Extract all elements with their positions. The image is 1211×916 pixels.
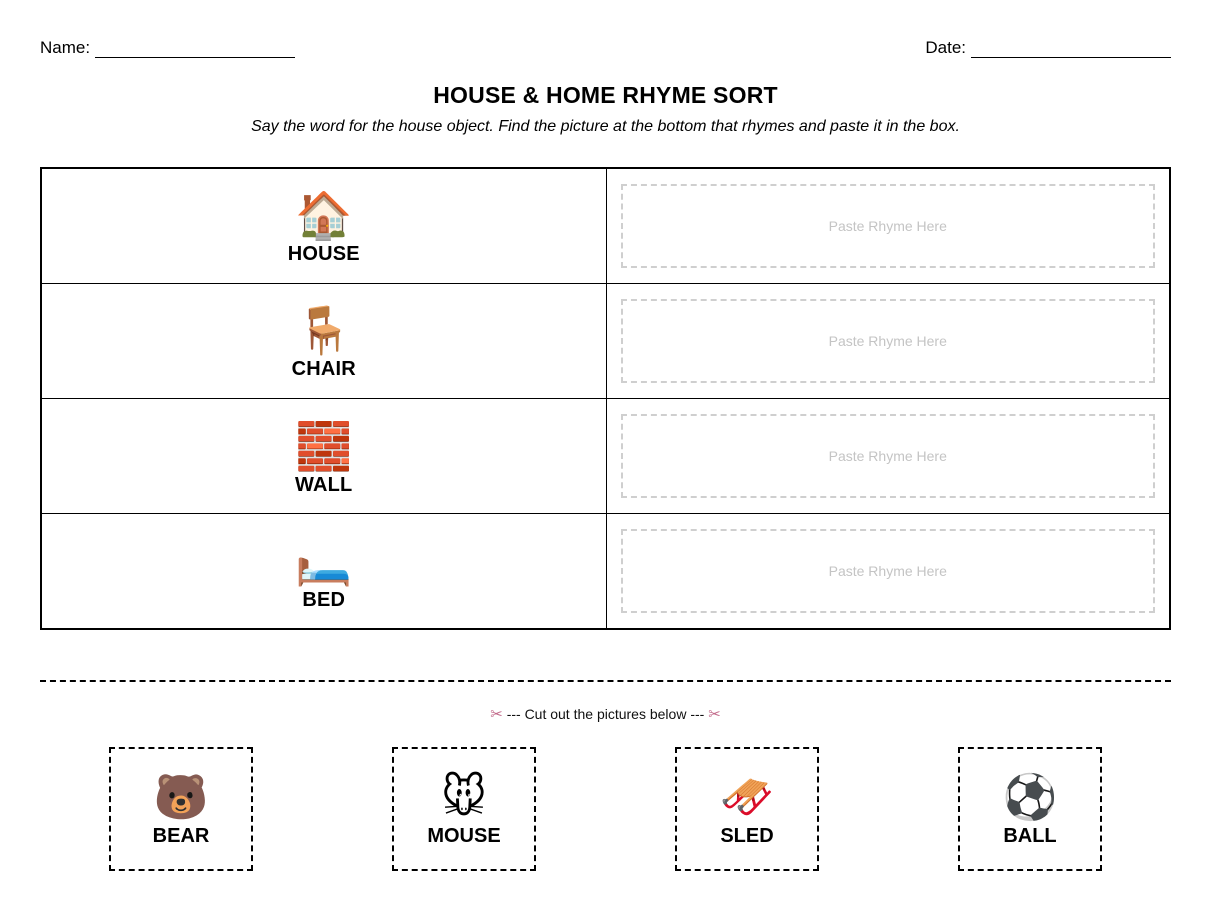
bear-icon: 🐻 <box>153 772 209 822</box>
word-cell <box>41 283 606 398</box>
word-label: HOUSE <box>287 243 360 266</box>
cutout-card-sled[interactable] <box>675 747 819 871</box>
paste-placeholder: Paste Rhyme Here <box>828 332 947 349</box>
cutout-card-mouse[interactable] <box>392 747 536 871</box>
scissors-icon: ✂ <box>708 706 721 723</box>
paste-placeholder: Paste Rhyme Here <box>828 563 947 580</box>
scissors-icon: ✂ <box>490 706 503 723</box>
brick-wall-icon: 🧱 <box>295 419 353 472</box>
house-icon: 🏠 <box>295 189 353 242</box>
instructions: Say the word for the house object. Find the picture at the bottom that rhymes and paste it in the box. <box>251 118 960 135</box>
paste-cell <box>606 399 1170 514</box>
page-title: HOUSE & HOME RHYME SORT <box>433 82 778 108</box>
paste-box[interactable] <box>621 299 1156 383</box>
date-label: Date: <box>925 38 966 57</box>
word-cell <box>41 399 606 514</box>
date-line[interactable] <box>971 42 1171 58</box>
chair-icon: 🪑 <box>295 304 353 357</box>
table-row <box>41 399 1170 514</box>
cutout-cards <box>0 747 1211 871</box>
name-field[interactable] <box>40 38 295 58</box>
paste-cell <box>606 283 1170 398</box>
bed-icon: 🛏️ <box>295 534 353 587</box>
paste-cell <box>606 514 1170 629</box>
cut-note-text: --- Cut out the pictures below --- <box>506 706 705 722</box>
header-fields <box>40 38 1171 60</box>
paste-box[interactable] <box>621 414 1156 498</box>
cut-instructions <box>0 705 1211 723</box>
paste-placeholder: Paste Rhyme Here <box>828 217 947 234</box>
table-row <box>41 283 1170 398</box>
paste-placeholder: Paste Rhyme Here <box>828 448 947 465</box>
word-label: BED <box>302 588 346 611</box>
card-label: SLED <box>720 824 774 847</box>
paste-box[interactable] <box>621 184 1156 268</box>
word-label: CHAIR <box>291 358 356 381</box>
cutout-card-bear[interactable] <box>109 747 253 871</box>
card-label: MOUSE <box>427 824 501 847</box>
name-line[interactable] <box>95 42 295 58</box>
date-field[interactable] <box>925 38 1171 58</box>
name-label: Name: <box>40 38 91 57</box>
rhyme-sort-table <box>40 167 1171 630</box>
table-row <box>41 514 1170 629</box>
sled-icon: 🛷 <box>719 772 775 822</box>
mouse-icon: 🐭 <box>441 772 487 822</box>
paste-cell <box>606 168 1170 283</box>
soccer-ball-icon: ⚽ <box>1002 772 1058 822</box>
word-cell <box>41 168 606 283</box>
card-label: BEAR <box>152 824 210 847</box>
paste-box[interactable] <box>621 529 1156 613</box>
card-label: BALL <box>1003 824 1057 847</box>
word-cell <box>41 514 606 629</box>
table-row <box>41 168 1170 283</box>
cutout-card-ball[interactable] <box>958 747 1102 871</box>
word-label: WALL <box>295 473 353 496</box>
cut-line-divider <box>40 680 1171 682</box>
